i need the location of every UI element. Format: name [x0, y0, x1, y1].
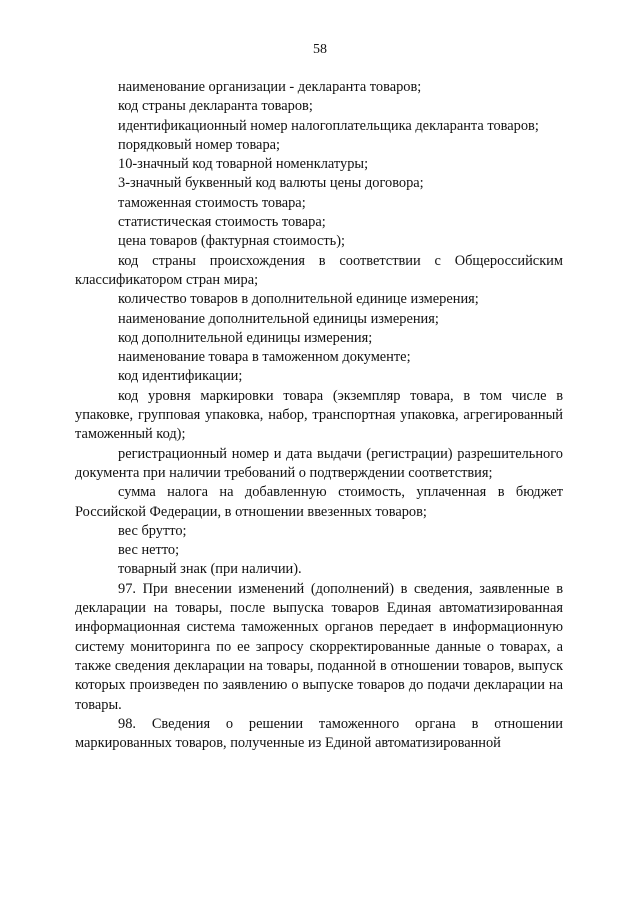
paragraph-98: 98. Сведения о решении таможенного органа в отношении маркированных товаров, полученные из Единой автоматизированной — [75, 715, 563, 752]
list-item: наименование дополнительной единицы измерения; — [118, 310, 439, 327]
list-item: код дополнительной единицы измерения; — [118, 329, 373, 346]
paragraph-97: 97. При внесении изменений (дополнений) в сведения, заявленные в декларации на товары, после выпуска товаров Единая автоматизированная информационная система таможенных органов передает в информационную систему мониторинга по ее запросу скорректированные данные о товарах, а также сведения декларации на товары, поданной в отношении товаров, выпуск которых произведен по заявлению о выпуске товаров до подачи декларации на товары. — [75, 580, 563, 713]
list-item: код страны происхождения в соответствии с Общероссийским классификатором стран мира; — [75, 252, 563, 288]
list-item: регистрационный номер и дата выдачи (регистрации) разрешительного документа при наличии требований о подтверждении соответствия; — [75, 445, 563, 481]
list-item: 3-значный буквенный код валюты цены договора; — [118, 175, 424, 192]
list-item: вес нетто; — [118, 542, 180, 559]
list-item: таможенная стоимость товара; — [118, 194, 306, 211]
list-item: наименование организации - декларанта товаров; — [118, 79, 422, 95]
list-item: статистическая стоимость товара; — [118, 214, 326, 231]
list-item: порядковый номер товара; — [118, 136, 281, 153]
list-item: код идентификации; — [118, 368, 243, 385]
list-item: товарный знак (при наличии). — [118, 561, 302, 578]
list-item: количество товаров в дополнительной единице измерения; — [118, 291, 479, 308]
page-number: 58 — [313, 42, 327, 57]
list-item: код страны декларанта товаров; — [118, 98, 313, 115]
document-body — [75, 78, 563, 753]
list-item: сумма налога на добавленную стоимость, уплаченная в бюджет Российской Федерации, в отношении ввезенных товаров; — [75, 484, 563, 520]
list-item: идентификационный номер налогоплательщика декларанта товаров; — [118, 117, 539, 134]
list-item: код уровня маркировки товара (экземпляр товара, в том числе в упаковке, групповая упаковка, набор, транспортная упаковка, агрегированный таможенный код); — [75, 387, 563, 443]
list-item: 10-значный код товарной номенклатуры; — [118, 156, 369, 173]
list-item: цена товаров (фактурная стоимость); — [118, 233, 346, 250]
list-item: наименование товара в таможенном документе; — [118, 349, 411, 366]
list-item: вес брутто; — [118, 522, 187, 539]
